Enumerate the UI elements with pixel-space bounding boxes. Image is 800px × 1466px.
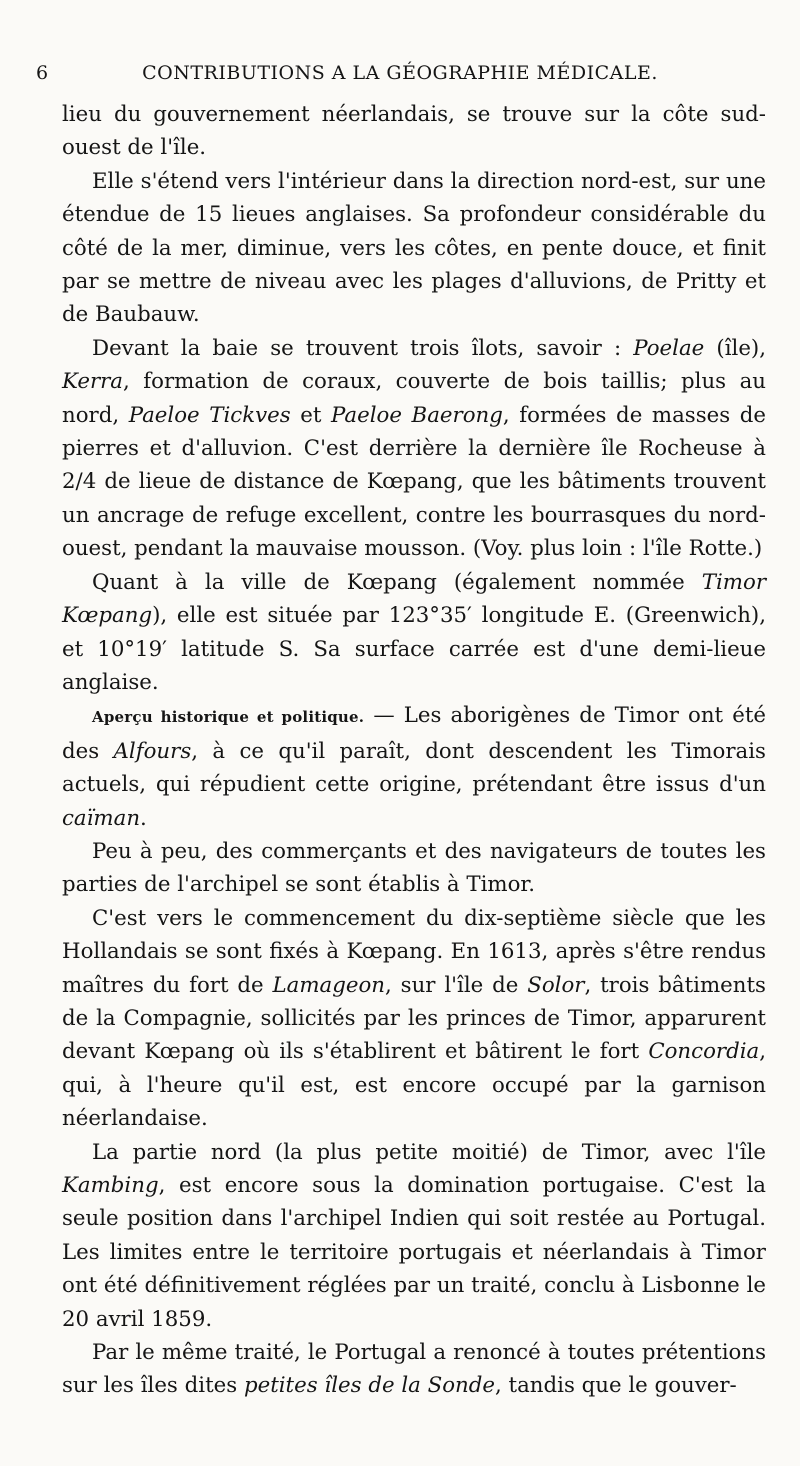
italic-place-name: Concordia — [648, 1039, 760, 1065]
text-run: , à ce qu'il paraît, dont descendent les Timorais actuels, qui répudient cette origine, prétendant être issus d'un — [62, 738, 766, 798]
text-run: , trois bâtiments de la Compagnie, sollicités par les princes de Timor, apparurent devant Kœpang où ils s'établirent et bâtirent le fort — [62, 972, 766, 1065]
italic-place-name: Kerra — [62, 369, 123, 395]
text-run: , formées de masses de pierres et d'alluvion. C'est derrière la dernière île Rocheuse à 2/4 de lieue de distance de Kœpang, que les bâtiments trouvent un ancrage de refuge excellent, contre les bourrasques du nord-ouest, pendant la mauvaise mousson. (Voy. plus loin : l'île Rotte.) — [62, 402, 767, 562]
text-run: lieu du gouvernement néerlandais, se trouve sur la côte sud-ouest de l'île. — [62, 102, 766, 161]
text-run: . — [140, 805, 147, 831]
italic-place-name: Kambing — [62, 1173, 159, 1198]
text-run: La partie nord (la plus petite moitié) de Timor, avec l'île — [92, 1139, 766, 1165]
text-run: , formation de coraux, couverte de bois taillis; plus au nord, — [62, 369, 766, 428]
italic-place-name: Paeloe Baerong — [331, 402, 503, 428]
paragraph — [62, 165, 766, 332]
text-run: Peu à peu, des commerçants et des navigateurs de toutes les parties de l'archipel se sont établis à Timor. — [62, 838, 766, 898]
italic-place-name: petites îles de la Sonde — [243, 1373, 495, 1399]
text-run: Quant à la ville de Kœpang (également nommée — [92, 569, 702, 595]
paragraph — [62, 835, 766, 902]
italic-term: Alfours — [113, 738, 192, 764]
body-text — [62, 98, 766, 1403]
italic-place-name: Lamageon — [272, 972, 386, 998]
italic-place-name: Timor Kœpang — [62, 569, 766, 629]
italic-place-name: Paeloe Tickves — [128, 402, 291, 428]
running-header — [36, 62, 764, 88]
running-title: CONTRIBUTIONS A LA GÉOGRAPHIE MÉDICALE. — [142, 62, 658, 84]
paragraph — [62, 332, 766, 566]
italic-term: caïman — [62, 805, 141, 831]
text-run: Elle s'étend vers l'intérieur dans la direction nord-est, sur une étendue de 15 lieues anglaises. Sa profondeur considérable du côté de la mer, diminue, vers les côtes, en pente douce, et finit par se mettre de niveau avec les plages d'alluvions, de Pritty et de Baubauw. — [62, 168, 766, 328]
text-run: Devant la baie se trouvent trois îlots, savoir : — [92, 335, 634, 361]
paragraph — [62, 699, 766, 835]
text-run: , est encore sous la domination portugaise. C'est la seule position dans l'archipel Indien qui soit restée au Portugal. Les limites entre le territoire portugais et néerlandais à Timor ont été définitivement réglées par un traité, conclu à Lisbonne le 20 avril 1859. — [62, 1173, 766, 1332]
text-run: , sur l'île de — [385, 972, 528, 998]
paragraph — [62, 1336, 766, 1403]
section-heading: Aperçu historique et politique. — [92, 708, 365, 727]
text-run: ), elle est située par 123°35′ longitude E. (Greenwich), et 10°19′ latitude S. Sa surface carrée est d'une demi-lieue anglaise. — [62, 603, 766, 695]
paragraph-continuation — [62, 98, 766, 165]
paragraph — [62, 1136, 766, 1336]
text-run: Par le même traité, le Portugal a renoncé à toutes prétentions sur les îles dites — [62, 1340, 766, 1399]
text-run: , tandis que le gouver- — [495, 1373, 737, 1399]
text-run: et — [290, 402, 332, 428]
text-run: (île), — [704, 335, 766, 361]
paragraph — [62, 902, 766, 1136]
text-run: , qui, à l'heure qu'il est, est encore occupé par la garnison néerlandaise. — [62, 1039, 766, 1132]
paragraph — [62, 566, 766, 700]
text-run: C'est vers le commencement du dix-septième siècle que les Hollandais se sont fixés à Kœpang. En 1613, après s'être rendus maîtres du fort de — [62, 905, 766, 998]
page-number: 6 — [36, 62, 49, 84]
text-run: — Les aborigènes de Timor ont été des — [62, 703, 766, 764]
italic-place-name: Solor — [527, 972, 585, 998]
italic-place-name: Poelae — [633, 335, 705, 361]
